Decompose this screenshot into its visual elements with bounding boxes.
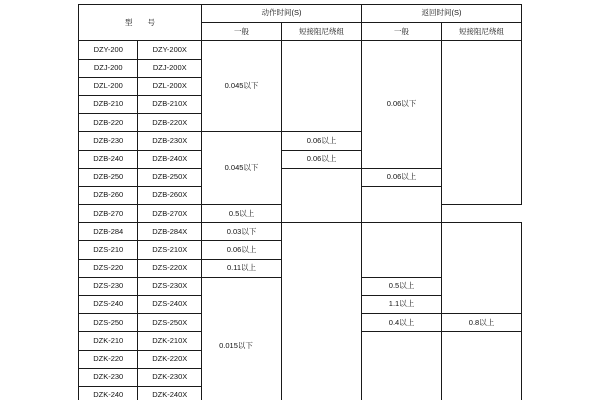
cell-model-a: DZS-250 bbox=[79, 314, 138, 332]
cell-return-general bbox=[362, 223, 442, 278]
cell-model-a: DZK-230 bbox=[79, 368, 138, 386]
cell-model-a: DZS-240 bbox=[79, 296, 138, 314]
cell-model-a: DZS-230 bbox=[79, 277, 138, 295]
cell-action-general: 0.06以上 bbox=[202, 241, 282, 259]
cell-model-b: DZS-220X bbox=[138, 259, 202, 277]
header-action-time: 动作时间(S) bbox=[202, 5, 362, 23]
cell-model-b: DZB-240X bbox=[138, 150, 202, 168]
cell-action-shorted bbox=[282, 41, 362, 132]
cell-model-b: DZB-260X bbox=[138, 186, 202, 204]
cell-action-shorted: 0.06以上 bbox=[282, 132, 362, 150]
cell-return-shorted bbox=[442, 332, 522, 400]
cell-model-a: DZK-210 bbox=[79, 332, 138, 350]
cell-model-b: DZS-250X bbox=[138, 314, 202, 332]
cell-action-general-group1: 0.045以下 bbox=[202, 41, 282, 132]
cell-return-shorted bbox=[442, 223, 522, 314]
cell-model-b: DZK-210X bbox=[138, 332, 202, 350]
cell-model-a: DZB-240 bbox=[79, 150, 138, 168]
header-action-shorted: 短接阻尼绕组 bbox=[282, 23, 362, 41]
cell-model-a: DZS-210 bbox=[79, 241, 138, 259]
cell-action-general-group3-overlay bbox=[196, 328, 276, 362]
cell-model-b: DZJ-200X bbox=[138, 59, 202, 77]
cell-model-b: DZS-240X bbox=[138, 296, 202, 314]
cell-model-b: DZB-220X bbox=[138, 114, 202, 132]
cell-model-a: DZB-210 bbox=[79, 95, 138, 113]
specification-table bbox=[78, 4, 522, 400]
cell-model-a: DZB-270 bbox=[79, 205, 138, 223]
header-action-general: 一般 bbox=[202, 23, 282, 41]
cell-model-b: DZB-284X bbox=[138, 223, 202, 241]
cell-model-a: DZB-250 bbox=[79, 168, 138, 186]
cell-model-a: DZB-230 bbox=[79, 132, 138, 150]
header-return-general: 一般 bbox=[362, 23, 442, 41]
cell-action-shorted: 0.06以上 bbox=[282, 150, 362, 168]
cell-model-b: DZB-210X bbox=[138, 95, 202, 113]
cell-return-shorted bbox=[442, 41, 522, 205]
cell-return-general: 0.06以上 bbox=[362, 168, 442, 186]
cell-model-a: DZY-200 bbox=[79, 41, 138, 59]
table-header bbox=[79, 5, 522, 41]
cell-action-general-group3-label: 0.015以下 bbox=[219, 340, 253, 350]
cell-model-a: DZB-260 bbox=[79, 186, 138, 204]
cell-return-general: 0.4以上 bbox=[362, 314, 442, 332]
table-header-row-top bbox=[79, 5, 522, 23]
header-return-shorted: 短接阻尼绕组 bbox=[442, 23, 522, 41]
table-row bbox=[79, 41, 522, 59]
cell-return-general: 0.5以上 bbox=[362, 277, 442, 295]
cell-model-b: DZL-200X bbox=[138, 77, 202, 95]
cell-return-shorted: 0.5以上 bbox=[202, 205, 282, 223]
cell-action-general: 0.03以下 bbox=[202, 223, 282, 241]
cell-return-shorted: 0.8以上 bbox=[442, 314, 522, 332]
cell-model-a: DZK-240 bbox=[79, 386, 138, 400]
cell-model-a: DZS-220 bbox=[79, 259, 138, 277]
cell-return-general: 1.1以上 bbox=[362, 296, 442, 314]
cell-model-a: DZB-284 bbox=[79, 223, 138, 241]
cell-model-a: DZB-220 bbox=[79, 114, 138, 132]
table-row bbox=[79, 223, 522, 241]
cell-model-b: DZB-270X bbox=[138, 205, 202, 223]
cell-model-b: DZS-210X bbox=[138, 241, 202, 259]
cell-model-a: DZJ-200 bbox=[79, 59, 138, 77]
cell-return-general bbox=[362, 186, 442, 222]
header-return-time: 返回时间(S) bbox=[362, 5, 522, 23]
header-model: 型 号 bbox=[79, 5, 202, 41]
cell-model-b: DZK-240X bbox=[138, 386, 202, 400]
cell-model-a: DZL-200 bbox=[79, 77, 138, 95]
cell-model-b: DZS-230X bbox=[138, 277, 202, 295]
cell-action-shorted bbox=[282, 223, 362, 400]
cell-model-a: DZK-220 bbox=[79, 350, 138, 368]
cell-model-b: DZB-250X bbox=[138, 168, 202, 186]
cell-action-shorted bbox=[282, 168, 362, 223]
cell-model-b: DZY-200X bbox=[138, 41, 202, 59]
cell-model-b: DZB-230X bbox=[138, 132, 202, 150]
cell-model-b: DZK-230X bbox=[138, 368, 202, 386]
cell-action-general: 0.11以上 bbox=[202, 259, 282, 277]
cell-model-b: DZK-220X bbox=[138, 350, 202, 368]
cell-action-general-group2: 0.045以下 bbox=[202, 132, 282, 205]
cell-return-general-group1: 0.06以下 bbox=[362, 41, 442, 168]
cell-return-general bbox=[362, 332, 442, 400]
table-body bbox=[79, 41, 522, 400]
